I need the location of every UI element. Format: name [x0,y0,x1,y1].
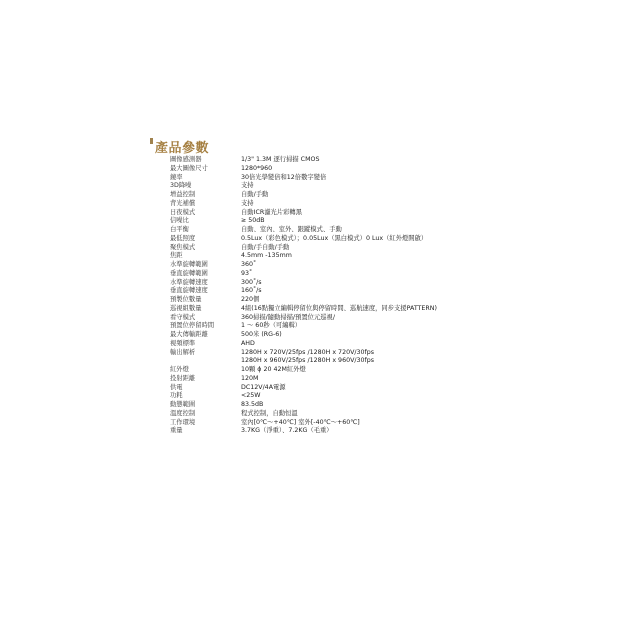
spec-row [170,305,437,314]
spec-label: 信噪比 [170,217,189,225]
spec-value: 160˚/s [241,287,262,295]
spec-value: 自動、室內、室外、跟蹤模式、手動 [241,226,342,233]
spec-row [170,287,437,296]
spec-label: 功耗 [170,392,183,400]
spec-label [170,357,241,366]
page-title: 產品參數 [155,141,210,156]
spec-label: 視頻標準 [170,339,196,347]
spec-row [170,410,437,419]
heading-marker [150,138,153,144]
spec-value: 30倍光學變倍和12倍數字變倍 [241,173,327,181]
spec-row [170,384,437,393]
spec-value: 500米 (RG-6) [241,331,282,338]
spec-label: 巡視組數量 [170,304,202,312]
spec-row [170,174,437,183]
spec-value: 自動/手自動/手動 [241,243,290,251]
spec-label: 垂直旋轉速度 [170,287,208,295]
spec-value: 室內[0℃～+40℃] 室外[-40℃～+60℃] [241,418,360,426]
spec-value: 220個 [241,296,260,303]
spec-row [170,261,437,270]
spec-value: 83.5dB [241,401,264,408]
spec-value: 0.5Lux（彩色模式）；0.05Lux（黑白模式）0 Lux（紅外燈開啟） [241,234,428,242]
spec-value: ≥ 50dB [241,217,265,225]
spec-label: 工作環境 [170,418,196,426]
spec-value: 程式控制，自動恒溫 [241,409,298,417]
spec-row [170,314,437,323]
spec-label: 預置位停留時間 [170,322,215,330]
spec-row [170,279,437,288]
spec-row [170,191,437,200]
spec-row [170,427,437,436]
spec-row [170,209,437,218]
spec-row [170,156,437,165]
spec-row [170,200,437,209]
spec-label: 重量 [170,427,183,435]
spec-value: <25W [241,392,261,400]
spec-row [170,270,437,279]
spec-row [170,419,437,428]
spec-row [170,244,437,253]
spec-label: 供電 [170,383,183,391]
spec-row [170,357,437,366]
spec-table-body [170,156,437,436]
spec-value: 1280*960 [241,164,273,172]
spec-label: 輸出解析 [170,348,196,356]
spec-value: 自動ICR濾光片彩轉黑 [241,208,303,216]
spec-value: 4.5mm -135mm [241,252,292,260]
spec-label: 預製位數量 [170,296,202,303]
spec-value: DC12V/4A電源 [241,383,286,391]
spec-value: 10顆 ϕ 20 42M紅外燈 [241,366,306,373]
spec-table [170,156,437,436]
spec-label: 焦距 [170,252,183,260]
spec-value: 120M [241,374,259,382]
spec-row [170,349,437,358]
spec-row [170,322,437,331]
spec-label: 圖像感測器 [170,156,202,163]
spec-row [170,392,437,401]
spec-value: 自動/手動 [241,191,269,198]
spec-row [170,401,437,410]
spec-value: AHD [241,339,255,347]
spec-label: 垂直旋轉範圍 [170,269,208,277]
spec-value: 3.7KG（淨重）、7.2KG（毛重） [241,427,333,435]
spec-label: 白平衡 [170,226,189,233]
spec-label: 動態範圍 [170,401,196,408]
spec-label: 日夜模式 [170,208,196,216]
spec-label: 3D降噪 [170,182,192,190]
spec-label: 紅外燈 [170,366,189,373]
spec-label: 最大傳輸距離 [170,331,208,338]
spec-value: 支持 [241,199,254,207]
spec-row [170,375,437,384]
spec-value: 1280H x 960V/25fps /1280H x 960V/30fps [241,357,375,365]
spec-label: 鏡率 [170,173,183,181]
spec-row [170,252,437,261]
spec-value: 300˚/s [241,278,262,286]
spec-label: 溫度控制 [170,409,196,417]
spec-label: 最大圖像尺寸 [170,164,208,172]
spec-value: 1 ～ 60秒（可編輯） [241,322,302,330]
spec-value: 93˚ [241,269,253,277]
spec-value: 4組(16點獨立編輯停留位與停留時間、巡航速度，同步支援PATTERN) [241,304,437,312]
spec-row [170,235,437,244]
spec-row [170,296,437,305]
spec-value: 1/3" 1.3M 逐行掃描 CMOS [241,156,320,163]
heading [150,137,209,156]
spec-label: 背光補償 [170,199,196,207]
spec-row [170,182,437,191]
spec-label: 看守模式 [170,313,196,321]
spec-value: 1280H x 720V/25fps /1280H x 720V/30fps [241,348,375,356]
spec-label: 最低照度 [170,234,196,242]
spec-label: 投射距離 [170,374,196,382]
spec-value: 360掃描/隨動掃描/預置位元巡視/ [241,313,335,321]
spec-label: 增益控制 [170,191,196,198]
spec-row [170,165,437,174]
spec-row [170,331,437,340]
spec-row [170,340,437,349]
spec-value: 支持 [241,182,254,190]
spec-value: 360˚ [241,261,257,268]
spec-label: 水準旋轉範圍 [170,261,208,268]
spec-row [170,226,437,235]
spec-row [170,217,437,226]
spec-label: 水準旋轉速度 [170,278,208,286]
spec-row [170,366,437,375]
spec-label: 聚焦模式 [170,243,196,251]
